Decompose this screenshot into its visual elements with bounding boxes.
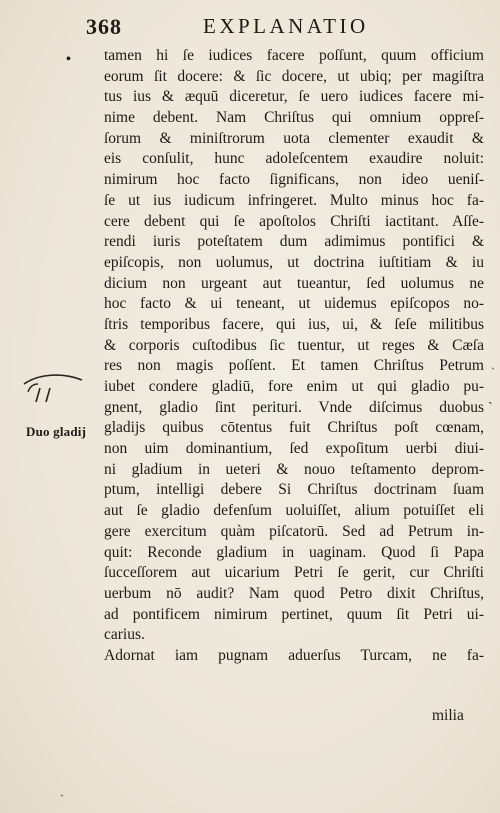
text-line: ſe ut ius iudicum infringeret. Multo minus hoc fa- bbox=[104, 191, 484, 209]
text-line: uerbum nō audit? Nam quod Petro dixit Chriſtus, bbox=[104, 584, 484, 602]
text-line: nimirum hoc facto ſignificans, non ideo ueniſ- bbox=[104, 171, 484, 189]
text-line: ad pontificem nimirum pertinet, quum ſit Petri ui- bbox=[104, 605, 484, 623]
handwritten-bracket-mark bbox=[16, 370, 88, 404]
text-line: tus ius & æquū diceretur, ſe uero iudices facere mi- bbox=[104, 88, 484, 106]
text-line: quit: Reconde gladium in uaginam. Quod ſi Papa bbox=[104, 543, 484, 561]
running-head: EXPLANATIO bbox=[203, 14, 369, 38]
edge-tick-mark: ˎ bbox=[488, 390, 493, 405]
text-line: eis conſulit, hunc adoleſcentem exaudire noluit: bbox=[104, 150, 484, 168]
text-line: ſorum & miniſtrorum uota clementer exaudit & bbox=[104, 129, 484, 147]
text-line: non uim dominantium, ſed expoſitum uerbi diui- bbox=[104, 440, 484, 458]
text-line: iubet condere gladiū, fore enim ut qui gladio pu- bbox=[104, 378, 484, 395]
text-line: tamen hi ſe iudices facere poſſunt, quum officium bbox=[104, 47, 484, 64]
text-line: ni gladium in ueteri & nouo teſtamento deprom- bbox=[104, 460, 484, 478]
catchword: milia bbox=[432, 707, 464, 724]
text-line: gladijs quibus cōtentus fuit Chriſtus poſt cœnam, bbox=[104, 419, 484, 437]
text-line: epiſcopis, non uolumus, ut doctrina iuſtitiam & iu bbox=[104, 253, 484, 271]
text-line: gere exercitum quàm piſcatorū. Sed ad Petrum in- bbox=[104, 522, 484, 540]
text-line: & corporis cuſtodibus ſic tuentur, ut reges & Cæſa bbox=[104, 336, 484, 354]
text-line: rendi iuris poteſtatem dum adimimus pontifici & bbox=[104, 233, 484, 251]
text-line: aut ſe gladio defenſum uoluiſſet, alium potuiſſet eli bbox=[104, 502, 484, 520]
text-line: eorum ſit docere: & ſic docere, ut ubiq; per magiſtra bbox=[104, 67, 484, 85]
text-line: res non magis poſſent. Et tamen Chriſtus Petrum bbox=[104, 357, 484, 375]
page-number: 368 bbox=[86, 14, 122, 39]
text-line: nime debent. Nam Chriſtus qui omnium oppreſ- bbox=[104, 109, 484, 127]
text-line: cere debent qui ſe apoſtolos Chriſti iactitant. Aſſe- bbox=[104, 212, 484, 230]
text-line: ſtris temporibus facere, qui ius, ui, & ſeſe militibus bbox=[104, 315, 484, 333]
margin-dot: • bbox=[66, 52, 71, 67]
edge-tick-mark: ˏ bbox=[491, 356, 495, 370]
text-line: ſucceſſorem aut uicarium Petri ſe gerit, cur Chriſti bbox=[104, 564, 484, 582]
margin-note: Duo gladij bbox=[26, 424, 87, 439]
paragraph-start-line: Adornat iam pugnam aduerſus Turcam, ne fa- bbox=[104, 646, 484, 664]
text-line: dicium non urgeant aut tueantur, ſed uolumus ne bbox=[104, 274, 484, 292]
text-line: ptum, intelligi debere Si Chriſtus doctrinam ſuam bbox=[104, 481, 484, 499]
foot-tick-mark: ˋ bbox=[60, 792, 64, 806]
text-line: carius. bbox=[104, 626, 145, 644]
text-line: gnent, gladio ſint perituri. Vnde diſcimus duobus bbox=[104, 398, 484, 416]
body-text bbox=[104, 46, 484, 667]
text-line: hoc facto & ui teneant, ut uidemus epiſcopos no- bbox=[104, 295, 484, 313]
